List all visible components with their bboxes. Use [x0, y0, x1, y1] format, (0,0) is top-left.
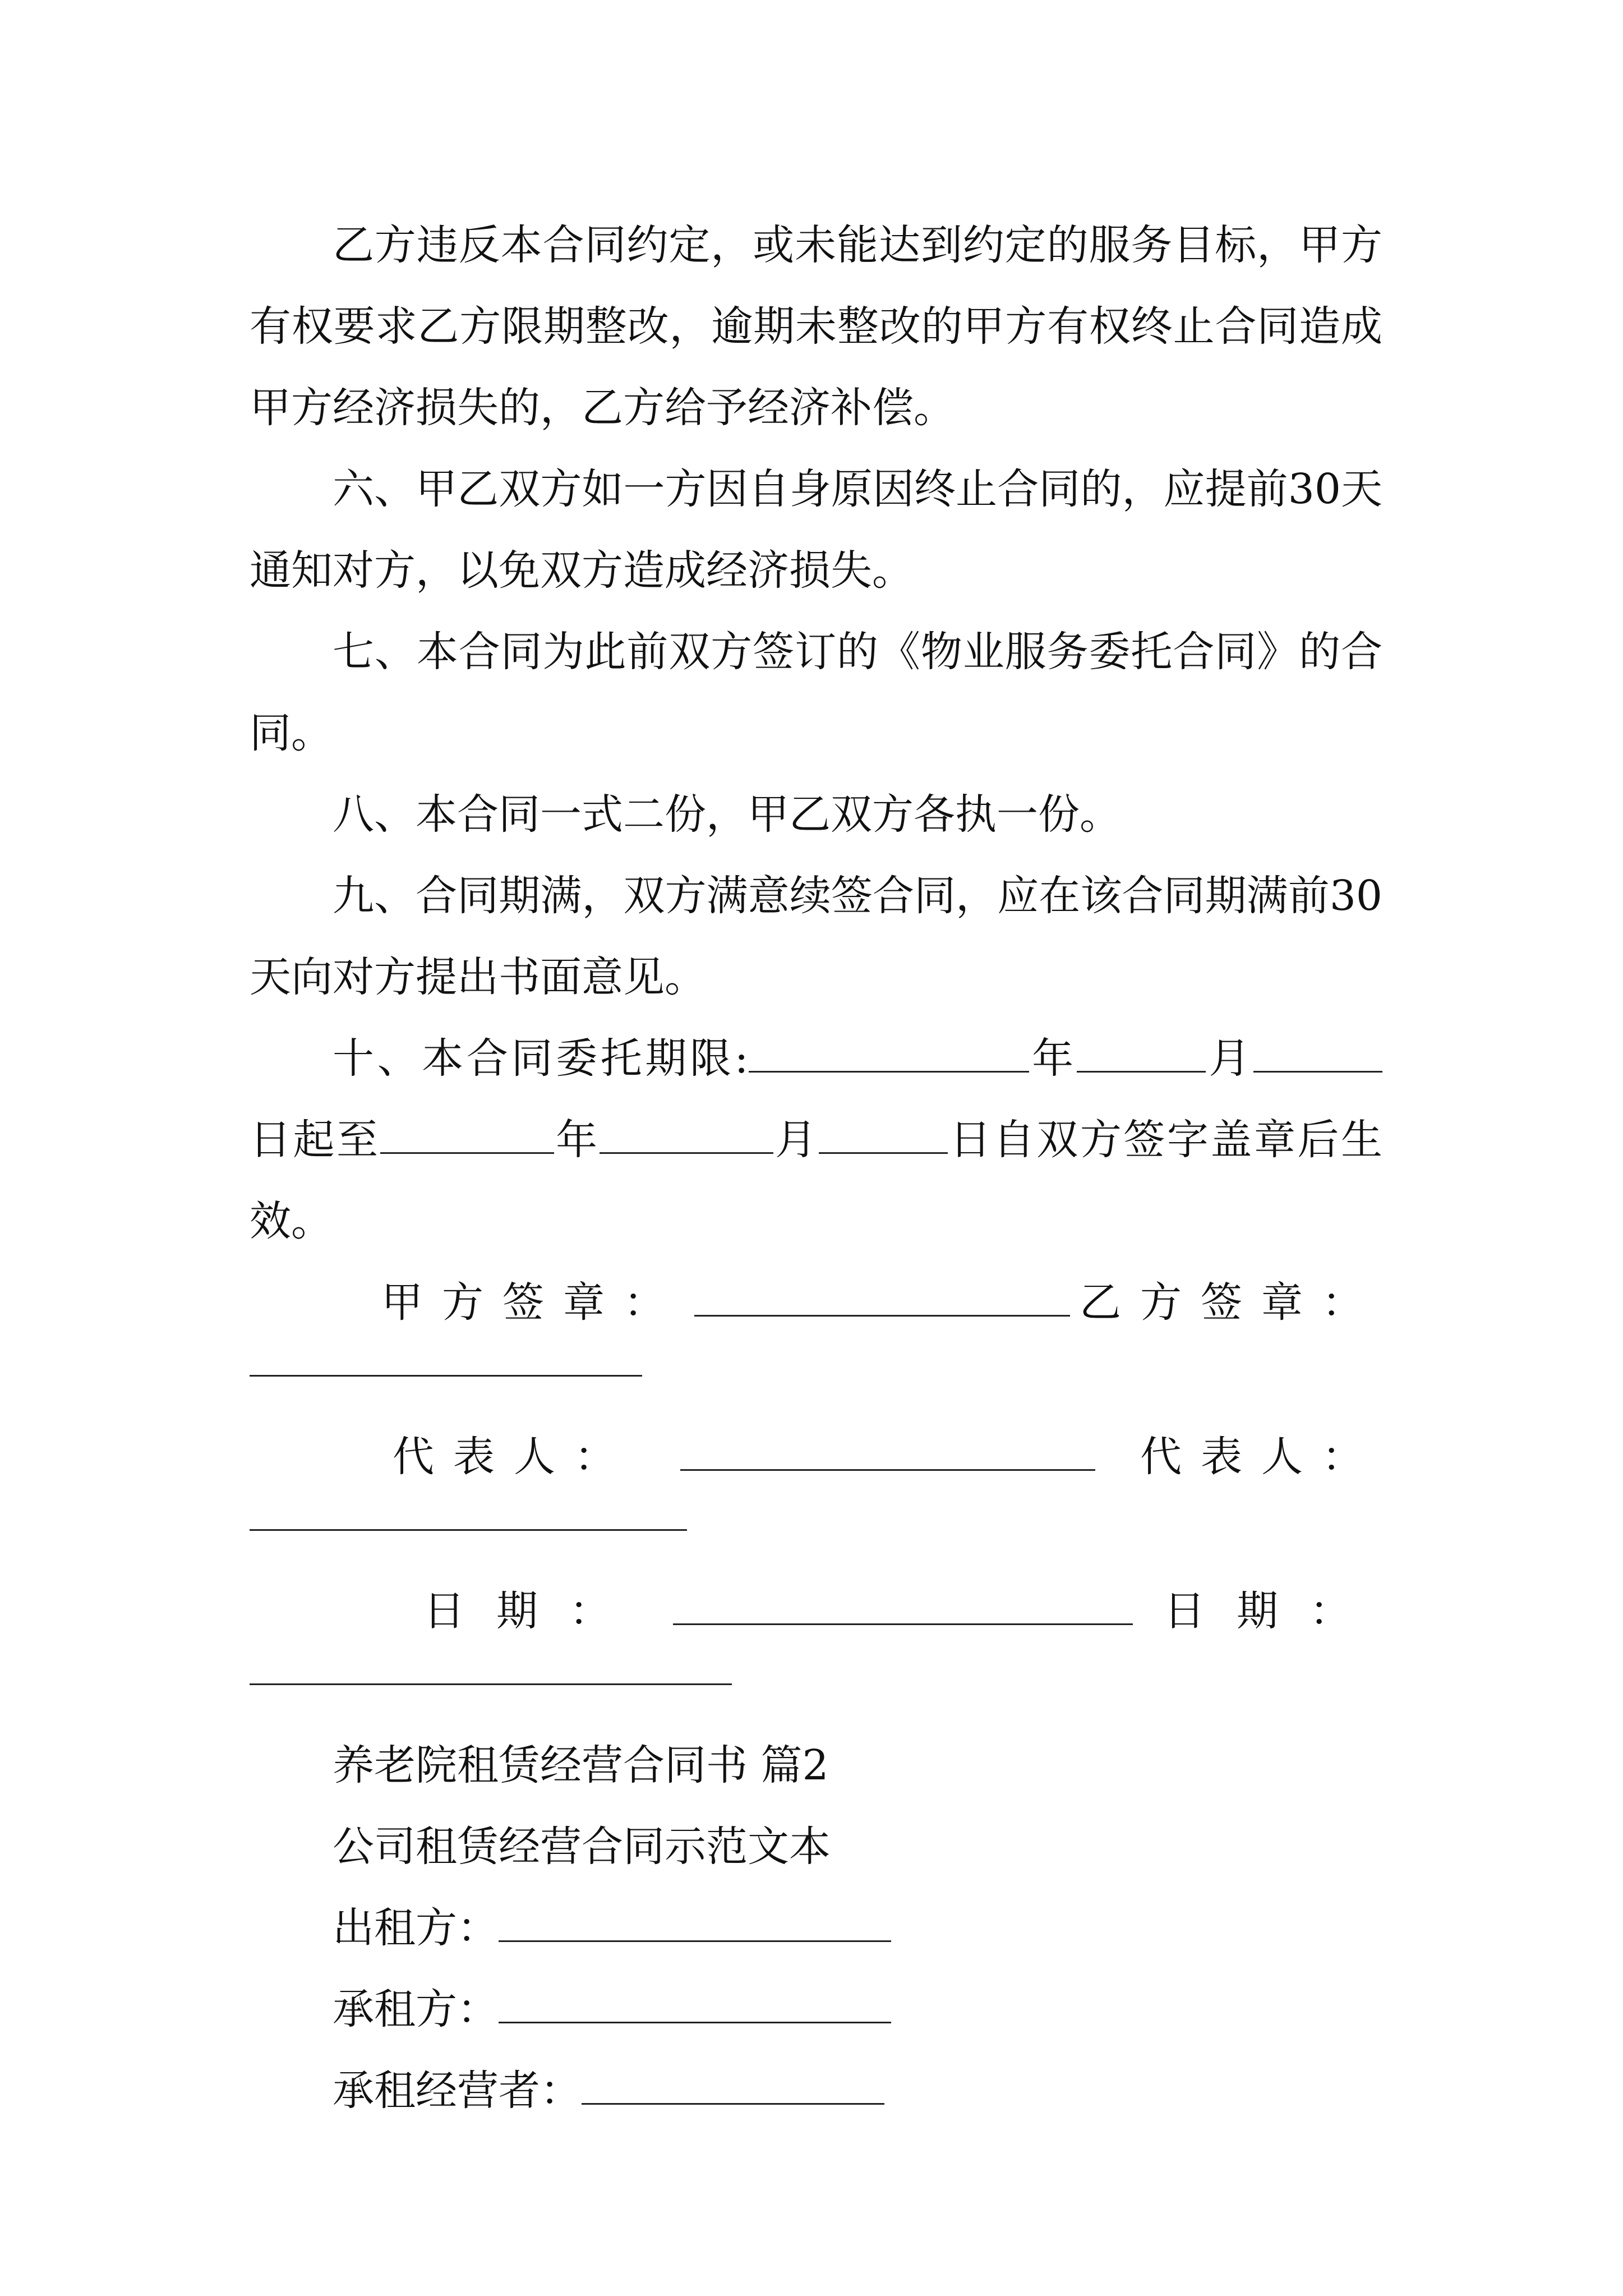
date-b-gap [250, 1652, 1382, 1725]
party-b-seal-blank [250, 1374, 642, 1377]
clause-breach: 乙方违反本合同约定，或未能达到约定的服务目标，甲方有权要求乙方限期整改，逾期未整改的甲方有权终止合同造成甲方经济损失的，乙方给予经济补偿。 [250, 221, 1382, 432]
clause-8-copies: 八、本合同一式二份，甲乙双方各执一份。 [333, 790, 1121, 839]
term-year-label: 年 [1029, 1034, 1077, 1083]
representative-row [250, 1416, 1382, 1498]
term-month2-label: 月 [773, 1116, 819, 1164]
term-prefix: 十、本合同委托期限: [333, 1034, 749, 1083]
operator-blank [582, 2102, 884, 2105]
term-day-from: 日起至 [250, 1116, 380, 1164]
lessor-line [250, 1888, 1382, 1969]
date-b-label: 日期： [1164, 1587, 1382, 1635]
date-a-blank [673, 1623, 1133, 1625]
term-line-2 [250, 1116, 948, 1164]
date-a-label: 日期： [423, 1587, 642, 1635]
term-suffix: 日自双方签字盖章后生效。 [250, 1116, 1383, 1245]
rep-b-label: 代表人： [1140, 1433, 1382, 1481]
clause-10-term [250, 1018, 1382, 1262]
clause-6-termination: 六、甲乙双方如一方因自身原因终止合同的，应提前30天通知对方，以免双方造成经济损失。 [250, 465, 1382, 595]
term-blank-month2 [600, 1152, 773, 1154]
section-2-subtitle: 公司租赁经营合同示范文本 [333, 1823, 831, 1871]
term-blank-year [749, 1070, 1029, 1073]
rep-b-gap [250, 1498, 1382, 1571]
operator-label: 承租经营者： [333, 2067, 582, 2115]
lessor-label: 出租方： [333, 1904, 499, 1952]
lessee-line [250, 1969, 1382, 2050]
term-line-1 [333, 1034, 1382, 1083]
term-blank-month [1077, 1070, 1206, 1073]
lessee-label: 承租方： [333, 1985, 499, 2033]
signature-seal-row [250, 1262, 1382, 1343]
clause-9-renewal: 九、合同期满，双方满意续签合同，应在该合同期满前30天向对方提出书面意见。 [250, 872, 1382, 1001]
section-2-heading: 养老院租赁经营合同书 篇2 [333, 1741, 829, 1789]
section-2 [250, 1725, 1382, 2132]
term-blank-year2 [380, 1152, 554, 1154]
date-b-blank [250, 1683, 732, 1685]
party-b-seal-gap [250, 1343, 1382, 1416]
term-year2-label: 年 [554, 1116, 600, 1164]
term-month-label: 月 [1205, 1034, 1254, 1083]
party-b-seal-label: 乙方签章： [1080, 1278, 1382, 1327]
date-row [250, 1571, 1382, 1652]
lessor-blank [499, 1940, 891, 1942]
term-blank-day [1253, 1070, 1382, 1073]
document-body [250, 205, 1382, 2132]
party-a-seal-blank [694, 1314, 1070, 1317]
party-a-seal-label: 甲方签章： [381, 1278, 684, 1327]
clause-7-contract: 七、本合同为此前双方签订的《物业服务委托合同》的合同。 [250, 628, 1382, 757]
rep-a-blank [680, 1469, 1095, 1471]
lessee-blank [499, 2021, 891, 2023]
operator-line [250, 2050, 1382, 2132]
term-blank-day2 [819, 1152, 948, 1154]
rep-a-label: 代表人： [393, 1433, 635, 1481]
rep-b-blank [250, 1529, 687, 1531]
